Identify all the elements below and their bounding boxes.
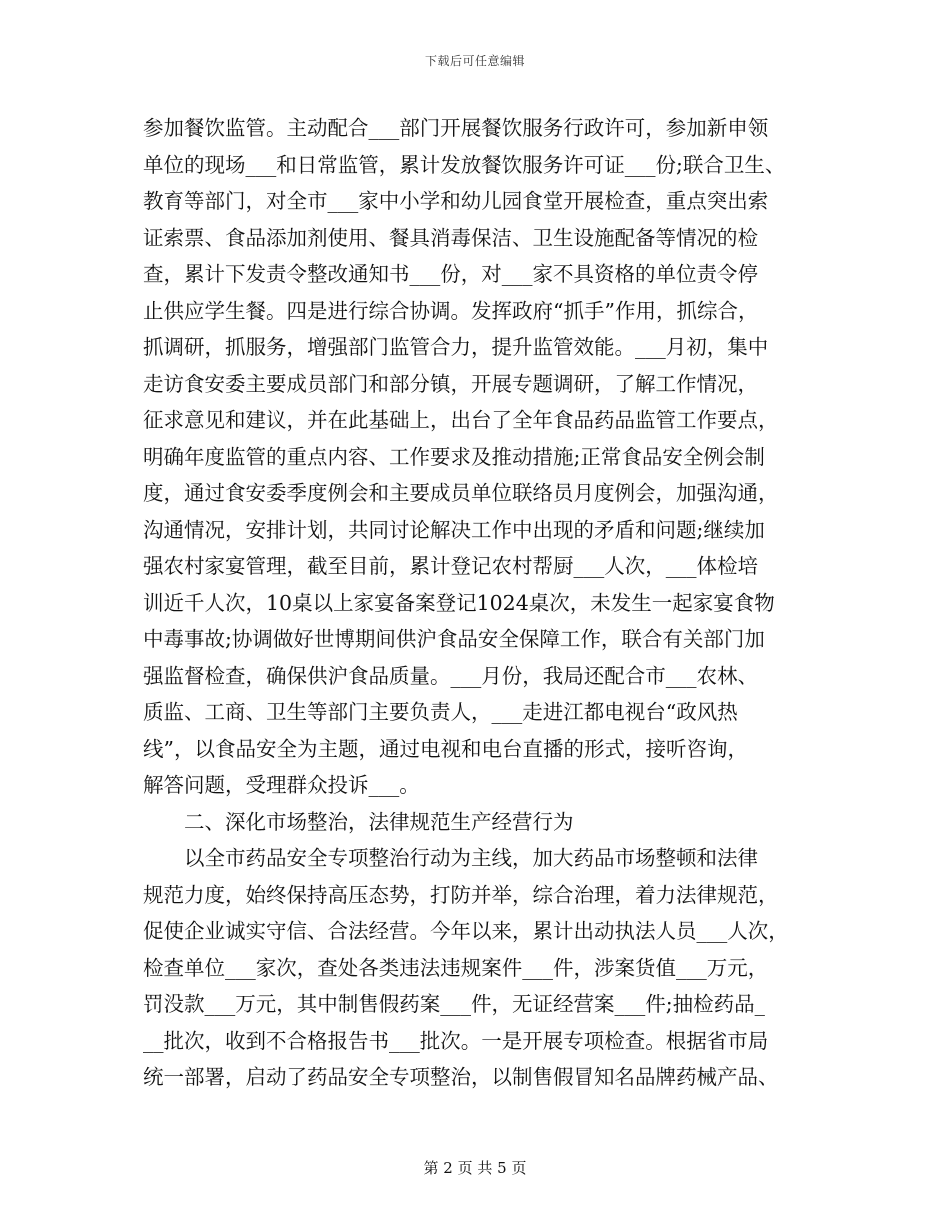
- page-header: 下载后可任意编辑: [424, 54, 525, 68]
- text-line: 促使企业诚实守信、合法经营。今年以来，累计出动执法人员___人次，: [143, 919, 789, 943]
- text-line: 以全市药品安全专项整治行动为主线，加大药品市场整顿和法律: [184, 846, 758, 870]
- text-line: 度，通过食安委季度例会和主要成员单位联络员月度例会，加强沟通，: [143, 481, 779, 505]
- text-line: 罚没款___万元，其中制售假药案___件，无证经营案___件;抽检药品_: [143, 992, 765, 1016]
- text-line: 明确年度监管的重点内容、工作要求及推动措施;正常食品安全例会制: [143, 444, 765, 469]
- body-text: [143, 110, 815, 1096]
- text-line: 检查单位___家次，查处各类违法违规案件___件，涉案货值___万元，: [143, 955, 769, 980]
- text-line: 止供应学生餐。四是进行综合协调。发挥政府“抓手”作用，抓综合，: [143, 298, 759, 323]
- text-line: 参加餐饮监管。主动配合___部门开展餐饮服务行政许可，参加新申领: [143, 116, 769, 140]
- text-line: 解答问题，受理群众投诉___。: [143, 773, 420, 797]
- text-line: 强农村家宴管理，截至目前，累计登记农村帮厨___人次，___体检培: [143, 554, 758, 578]
- text-line: 证索票、食品添加剂使用、餐具消毒保洁、卫生设施配备等情况的检: [143, 225, 758, 250]
- text-line: 走访食安委主要成员部门和部分镇，开展专题调研，了解工作情况，: [143, 371, 758, 396]
- text-line: 单位的现场___和日常监管，累计发放餐饮服务许可证___份;联合卫生、: [143, 152, 786, 177]
- text-line: 查，累计下发责令整改通知书___份，对___家不具资格的单位责令停: [143, 262, 758, 286]
- text-line: 中毒事故;协调做好世博期间供沪食品安全保障工作，联合有关部门加: [143, 627, 765, 651]
- text-line: 教育等部门，对全市___家中小学和幼儿园食堂开展检查，重点突出索: [143, 189, 769, 213]
- text-line: __批次，收到不合格报告书___批次。一是开展专项检查。根据省市局: [143, 1028, 769, 1053]
- text-line: 规范力度，始终保持高压态势，打防并举，综合治理，着力法律规范，: [143, 882, 779, 907]
- text-line: 沟通情况，安排计划，共同讨论解决工作中出现的矛盾和问题;继续加: [143, 517, 765, 542]
- text-line: 强监督检查，确保供沪食品质量。___月份，我局还配合市___农林、: [143, 663, 758, 688]
- text-line: 抓调研，抓服务，增强部门监管合力，提升监管效能。___月初，集中: [143, 335, 769, 359]
- text-line: 统一部署，启动了药品安全专项整治，以制售假冒知名品牌药械产品、: [143, 1065, 779, 1089]
- text-line: 线”，以食品安全为主题，通过电视和电台直播的形式，接听咨询，: [143, 736, 748, 761]
- text-line: 质监、工商、卫生等部门主要负责人，___走进江都电视台“政风热: [143, 700, 738, 724]
- text-line: 训近千人次，10桌以上家宴备案登记1024桌次，未发生一起家宴食物: [143, 590, 775, 615]
- text-line: 征求意见和建议，并在此基础上，出台了全年食品药品监管工作要点，: [143, 408, 779, 432]
- section-heading: 二、深化市场整治，法律规范生产经营行为: [184, 809, 574, 834]
- page-footer: 第 2 页 共 5 页: [423, 1159, 527, 1177]
